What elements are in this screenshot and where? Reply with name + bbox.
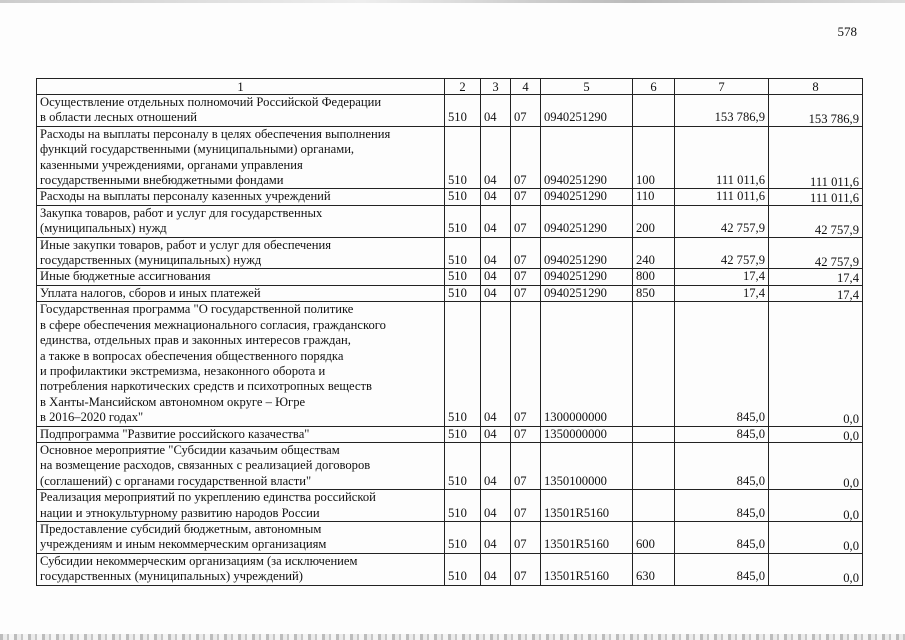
header-cell: 8 (769, 79, 863, 95)
target-article-cell: 0940251290 (541, 126, 633, 189)
target-article-cell: 13501R5160 (541, 521, 633, 553)
chapter-code-cell: 510 (445, 490, 481, 522)
row-name-cell: Основное мероприятие "Субсидии казачьим обществам на возмещение расходов, связанных с реализацией договоров (соглашений) с органами государственной власти" (37, 442, 445, 489)
header-cell: 2 (445, 79, 481, 95)
subsection-code-cell: 07 (511, 426, 541, 442)
expense-type-cell (633, 95, 675, 127)
amount-col8-cell: 0,0 (769, 444, 863, 491)
table-row (37, 442, 863, 489)
amount-col7-cell: 153 786,9 (675, 95, 769, 127)
expense-type-cell: 110 (633, 189, 675, 205)
subsection-code-cell: 07 (511, 521, 541, 553)
amount-col8-cell: 111 011,6 (769, 191, 863, 207)
target-article-cell: 1300000000 (541, 302, 633, 426)
expense-type-cell: 100 (633, 126, 675, 189)
row-name-cell: Закупка товаров, работ и услуг для государственных (муниципальных) нужд (37, 205, 445, 237)
header-cell: 7 (675, 79, 769, 95)
section-code-cell: 04 (481, 521, 511, 553)
row-name-cell: Иные бюджетные ассигнования (37, 269, 445, 285)
chapter-code-cell: 510 (445, 126, 481, 189)
section-code-cell: 04 (481, 490, 511, 522)
section-code-cell: 04 (481, 442, 511, 489)
row-name-cell: Иные закупки товаров, работ и услуг для обеспечения государственных (муниципальных) нужд (37, 237, 445, 269)
amount-col7-cell: 17,4 (675, 269, 769, 285)
expense-type-cell (633, 426, 675, 442)
subsection-code-cell: 07 (511, 553, 541, 585)
amount-col7-cell: 845,0 (675, 426, 769, 442)
amount-col7-cell: 42 757,9 (675, 237, 769, 269)
amount-col8-cell: 42 757,9 (769, 207, 863, 239)
chapter-code-cell: 510 (445, 553, 481, 585)
chapter-code-cell: 510 (445, 237, 481, 269)
subsection-code-cell: 07 (511, 237, 541, 269)
chapter-code-cell: 510 (445, 205, 481, 237)
table-row (37, 553, 863, 585)
target-article-cell: 0940251290 (541, 237, 633, 269)
section-code-cell: 04 (481, 237, 511, 269)
expense-type-cell: 630 (633, 553, 675, 585)
section-code-cell: 04 (481, 426, 511, 442)
amount-col8-cell: 111 011,6 (769, 128, 863, 191)
header-cell: 5 (541, 79, 633, 95)
subsection-code-cell: 07 (511, 205, 541, 237)
scan-top-edge (0, 0, 905, 3)
expense-type-cell (633, 302, 675, 426)
subsection-code-cell: 07 (511, 285, 541, 301)
page-number: 578 (837, 24, 857, 39)
amount-col8-cell: 17,4 (769, 287, 863, 303)
row-name-cell: Уплата налогов, сборов и иных платежей (37, 285, 445, 301)
target-article-cell: 13501R5160 (541, 490, 633, 522)
header-cell: 1 (37, 79, 445, 95)
subsection-code-cell: 07 (511, 189, 541, 205)
target-article-cell: 0940251290 (541, 285, 633, 301)
table-row (37, 126, 863, 189)
amount-col7-cell: 845,0 (675, 490, 769, 522)
chapter-code-cell: 510 (445, 189, 481, 205)
chapter-code-cell: 510 (445, 521, 481, 553)
row-name-cell: Подпрограмма "Развитие российского казачества" (37, 426, 445, 442)
amount-col7-cell: 845,0 (675, 521, 769, 553)
row-name-cell: Государственная программа "О государственной политике в сфере обеспечения межнационального согласия, гражданского единства, отдельных прав и законных интересов граждан, а также в вопросах обеспечения общественного порядка и профилактики экстремизма, незаконного оборота и потребления наркотических средств и психотропных веществ в Ханты-Мансийском автономном округе – Югре в 2016–2020 годах" (37, 302, 445, 426)
table-row (37, 269, 863, 285)
section-code-cell: 04 (481, 553, 511, 585)
expense-type-cell: 240 (633, 237, 675, 269)
amount-col8-cell: 0,0 (769, 492, 863, 524)
table-row (37, 205, 863, 237)
row-name-cell: Реализация мероприятий по укреплению единства российской нации и этнокультурному развитию народов России (37, 490, 445, 522)
amount-col7-cell: 111 011,6 (675, 126, 769, 189)
table-header-row (37, 79, 863, 95)
target-article-cell: 1350000000 (541, 426, 633, 442)
chapter-code-cell: 510 (445, 269, 481, 285)
row-name-cell: Расходы на выплаты персоналу в целях обеспечения выполнения функций государственными (муниципальными) органами, казенными учреждениями, органами управления государственными внебюджетными фондами (37, 126, 445, 189)
amount-col7-cell: 42 757,9 (675, 205, 769, 237)
header-cell: 3 (481, 79, 511, 95)
section-code-cell: 04 (481, 285, 511, 301)
target-article-cell: 0940251290 (541, 205, 633, 237)
section-code-cell: 04 (481, 302, 511, 426)
table-row (37, 237, 863, 269)
section-code-cell: 04 (481, 205, 511, 237)
chapter-code-cell: 510 (445, 302, 481, 426)
target-article-cell: 13501R5160 (541, 553, 633, 585)
target-article-cell: 0940251290 (541, 189, 633, 205)
target-article-cell: 0940251290 (541, 95, 633, 127)
subsection-code-cell: 07 (511, 269, 541, 285)
amount-col7-cell: 17,4 (675, 285, 769, 301)
amount-col8-cell: 0,0 (769, 555, 863, 587)
subsection-code-cell: 07 (511, 442, 541, 489)
header-cell: 4 (511, 79, 541, 95)
table-row (37, 302, 863, 426)
amount-col8-cell: 0,0 (769, 428, 863, 444)
table-row (37, 490, 863, 522)
target-article-cell: 0940251290 (541, 269, 633, 285)
table-row (37, 95, 863, 127)
subsection-code-cell: 07 (511, 126, 541, 189)
amount-col8-cell: 42 757,9 (769, 239, 863, 271)
amount-col7-cell: 845,0 (675, 442, 769, 489)
table-row (37, 189, 863, 205)
section-code-cell: 04 (481, 126, 511, 189)
subsection-code-cell: 07 (511, 95, 541, 127)
amount-col8-cell: 0,0 (769, 304, 863, 428)
chapter-code-cell: 510 (445, 95, 481, 127)
expense-type-cell: 800 (633, 269, 675, 285)
header-cell: 6 (633, 79, 675, 95)
table-row (37, 426, 863, 442)
expense-type-cell (633, 490, 675, 522)
table-row (37, 521, 863, 553)
budget-table (36, 78, 863, 586)
section-code-cell: 04 (481, 189, 511, 205)
subsection-code-cell: 07 (511, 490, 541, 522)
section-code-cell: 04 (481, 269, 511, 285)
expense-type-cell: 200 (633, 205, 675, 237)
expense-type-cell: 850 (633, 285, 675, 301)
amount-col7-cell: 845,0 (675, 553, 769, 585)
expense-type-cell (633, 442, 675, 489)
amount-col7-cell: 845,0 (675, 302, 769, 426)
chapter-code-cell: 510 (445, 285, 481, 301)
chapter-code-cell: 510 (445, 426, 481, 442)
amount-col7-cell: 111 011,6 (675, 189, 769, 205)
row-name-cell: Осуществление отдельных полномочий Российской Федерации в области лесных отношений (37, 95, 445, 127)
chapter-code-cell: 510 (445, 442, 481, 489)
table-row (37, 285, 863, 301)
amount-col8-cell: 0,0 (769, 523, 863, 555)
subsection-code-cell: 07 (511, 302, 541, 426)
scan-bottom-edge (0, 634, 905, 640)
amount-col8-cell: 153 786,9 (769, 97, 863, 129)
section-code-cell: 04 (481, 95, 511, 127)
target-article-cell: 1350100000 (541, 442, 633, 489)
row-name-cell: Предоставление субсидий бюджетным, автономным учреждениям и иным некоммерческим организациям (37, 521, 445, 553)
amount-col8-cell: 17,4 (769, 271, 863, 287)
expense-type-cell: 600 (633, 521, 675, 553)
row-name-cell: Субсидии некоммерческим организациям (за исключением государственных (муниципальных) учреждений) (37, 553, 445, 585)
row-name-cell: Расходы на выплаты персоналу казенных учреждений (37, 189, 445, 205)
